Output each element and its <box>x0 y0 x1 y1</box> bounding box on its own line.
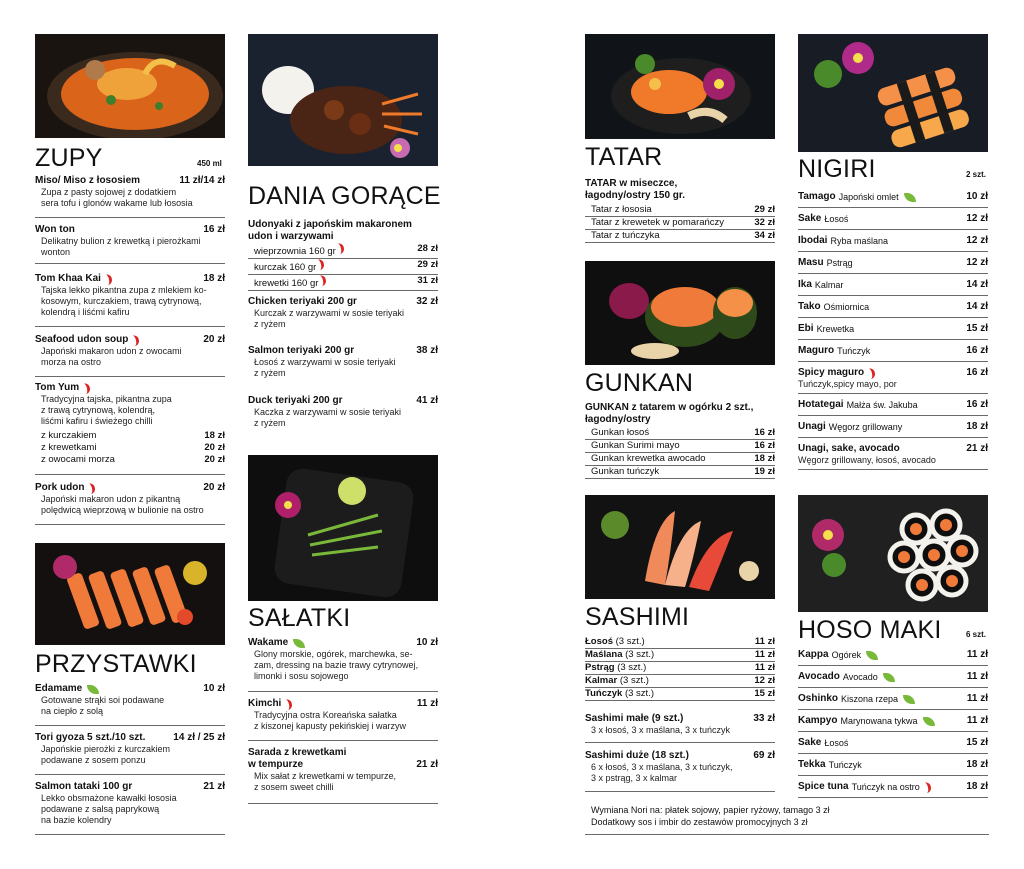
item-name: Edamame <box>35 683 83 694</box>
item-name: Won ton <box>35 224 75 235</box>
variant-name: Gunkan krewetka awocado <box>591 453 706 464</box>
menu-item-won-ton <box>35 224 225 264</box>
nigiri-list <box>798 190 988 472</box>
tatar-head <box>585 178 775 190</box>
footer-note-line: Wymiana Nori na: płatek sojowy, papier ryżowy, tamago 3 zł <box>591 805 830 815</box>
section-title-przystawki: PRZYSTAWKI <box>35 650 197 678</box>
menu-item-nigiri <box>798 344 988 362</box>
leaf-icon <box>87 685 99 694</box>
variant-row <box>35 430 225 442</box>
item-translation: Ośmiornica <box>823 302 870 312</box>
item-price: 16 zł <box>966 367 988 378</box>
variant-price: 29 zł <box>754 204 775 215</box>
variant-price: 19 zł <box>754 466 775 477</box>
item-name: Sake <box>798 213 822 224</box>
menu-item-nigiri <box>798 442 988 470</box>
item-desc: Japoński makaron udon z pikantną <box>41 494 181 504</box>
item-price: 11 zł <box>966 649 988 660</box>
footer-note-line: Dodatkowy sos i imbir do zestawów promocyjnych 3 zł <box>591 817 808 827</box>
item-price: 10 zł <box>416 637 438 648</box>
variant-name: wieprzownia 160 gr <box>254 246 336 257</box>
item-price: 11 zł <box>754 636 775 647</box>
item-price: 14 zł / 25 zł <box>173 732 225 743</box>
item-desc: Delikatny bulion z krewetką i pierożkami <box>41 236 201 246</box>
item-name: Łosoś <box>585 636 613 647</box>
item-name: Hotategai <box>798 399 844 410</box>
item-price: 16 zł <box>203 224 225 235</box>
item-translation: Kiszona rzepa <box>841 694 899 704</box>
item-price: 11 zł/14 zł <box>179 175 225 186</box>
item-price: 21 zł <box>966 443 988 454</box>
item-price: 21 zł <box>203 781 225 792</box>
item-name: Maślana <box>585 649 623 660</box>
item-name: Spice tuna <box>798 781 849 792</box>
leaf-icon <box>903 695 915 704</box>
item-desc: morza na ostro <box>41 357 102 367</box>
variant-row <box>585 217 775 230</box>
item-price: 69 zł <box>753 750 775 761</box>
item-desc: kolendrą i liśćmi kafiru <box>41 307 130 317</box>
variant-row <box>585 204 775 217</box>
section-title-gunkan: GUNKAN <box>585 369 694 397</box>
item-name: GUNKAN z tatarem w ogórku 2 szt., <box>585 402 754 413</box>
menu-item-nigiri <box>798 190 988 208</box>
hoso-pieces-note: 6 szt. <box>966 630 987 639</box>
menu-item-nigiri <box>798 322 988 340</box>
sashimi-row <box>585 688 775 701</box>
variant-name: z owocami morza <box>41 454 115 465</box>
variant-price: 16 zł <box>754 440 775 451</box>
item-name-line2: udon i warzywami <box>248 231 334 242</box>
item-name: Kalmar <box>585 675 618 686</box>
item-price: 15 zł <box>966 737 988 748</box>
menu-item-kimchi <box>248 698 438 741</box>
menu-item-wakame <box>248 637 438 692</box>
item-desc: liśćmi kafiru i świeżego chilli <box>41 416 153 426</box>
variant-name: Tatar z krewetek w pomarańczy <box>591 217 725 228</box>
leaf-icon <box>866 651 878 660</box>
item-price: 10 zł <box>966 191 988 202</box>
menu-item-nigiri <box>798 420 988 438</box>
item-price: 12 zł <box>754 675 775 686</box>
item-desc: wonton <box>41 247 71 257</box>
menu-item-seafood-udon <box>35 334 225 377</box>
hoso-list <box>798 648 988 796</box>
menu-item-pork-udon <box>35 482 225 525</box>
chili-icon <box>336 242 345 254</box>
item-name: TATAR w miseczce, <box>585 178 678 189</box>
item-name: Salmon tataki 100 gr <box>35 781 133 792</box>
item-translation: Łosoś <box>824 738 849 748</box>
variant-name: Gunkan Surimi mayo <box>591 440 680 451</box>
item-name: Ibodai <box>798 235 828 246</box>
photo-hoso-maki <box>798 495 988 612</box>
item-price: 11 zł <box>416 698 438 709</box>
item-desc: na bazie kolendry <box>41 815 112 825</box>
item-name: Maguro <box>798 345 835 356</box>
section-title-zupy: ZUPY <box>35 144 103 172</box>
item-name: Oshinko <box>798 693 839 704</box>
chili-icon <box>104 273 113 285</box>
item-desc: Kurczak z warzywami w sosie teriyaki <box>254 308 405 318</box>
menu-item-sarada <box>248 747 438 804</box>
item-price: 16 zł <box>966 399 988 410</box>
item-desc: Tajska lekko pikantna zupa z mlekiem ko- <box>41 285 207 295</box>
menu-item-sashimi-male <box>585 713 775 743</box>
chili-icon <box>867 367 876 379</box>
item-desc: Tradycyjna ostra Koreańska sałatka <box>254 710 397 720</box>
variant-row <box>248 259 438 275</box>
tatar-head-line2 <box>585 190 775 202</box>
menu-item-chicken-teriyaki <box>248 296 438 336</box>
photo-salmon-tataki <box>35 543 225 645</box>
menu-item-hoso <box>798 780 988 798</box>
zupy-volume-note: 450 ml <box>197 159 222 168</box>
item-desc: 3 x łosoś, 3 x maślana, 3 x tuńczyk <box>591 725 731 735</box>
item-name: Pork udon <box>35 482 85 493</box>
item-name-line2: łagodny/ostry <box>585 414 651 425</box>
item-translation: Tuńczyk <box>837 346 871 356</box>
section-title-tatar: TATAR <box>585 143 663 171</box>
item-name: Pstrąg <box>585 662 615 673</box>
item-name: Tom Yum <box>35 382 80 393</box>
variant-price: 18 zł <box>204 430 225 441</box>
item-price: 12 zł <box>966 257 988 268</box>
item-desc: limonki i sosu sojowego <box>254 671 349 681</box>
item-name: Seafood udon soup <box>35 334 129 345</box>
item-price: 14 zł <box>966 301 988 312</box>
photo-hot-dish <box>248 34 438 166</box>
sashimi-row <box>585 675 775 688</box>
item-translation: Ryba maślana <box>830 236 888 246</box>
item-desc: sera tofu i glonów wakame lub łososia <box>41 198 193 208</box>
menu-item-salmon-teriyaki <box>248 345 438 385</box>
nigiri-pieces-note: 2 szt. <box>966 170 987 179</box>
menu-item-hoso <box>798 736 988 754</box>
item-price: 11 zł <box>966 671 988 682</box>
item-price: 11 zł <box>966 715 988 726</box>
section-title-salatki: SAŁATKI <box>248 604 351 632</box>
item-price: 32 zł <box>416 296 438 307</box>
item-name: Kampyo <box>798 715 838 726</box>
item-desc: Lekko obsmażone kawałki łososia <box>41 793 177 803</box>
variant-price: 34 zł <box>754 230 775 241</box>
item-desc: z ryżem <box>254 368 286 378</box>
item-desc: Kaczka z warzywami w sosie teriyaki <box>254 407 402 417</box>
sashimi-row <box>585 649 775 662</box>
item-price: 14 zł <box>966 279 988 290</box>
menu-item-hoso <box>798 692 988 710</box>
item-desc: z ryżem <box>254 418 286 428</box>
item-translation: Węgorz grillowany <box>828 422 903 432</box>
item-name: Udonyaki z japońskim makaronem <box>248 219 412 230</box>
item-price: 18 zł <box>966 421 988 432</box>
menu-item-hoso <box>798 714 988 732</box>
variant-name: z krewetkami <box>41 442 97 453</box>
chili-icon <box>87 482 96 494</box>
photo-nigiri <box>798 34 988 152</box>
photo-salad <box>248 455 438 601</box>
item-name: Tuńczyk <box>585 688 623 699</box>
variant-price: 20 zł <box>204 442 225 453</box>
item-name: Tom Khaa Kai <box>35 273 101 284</box>
item-desc: z kiszonej kapusty pekińskiej i warzyw <box>254 721 407 731</box>
item-price: 21 zł <box>416 759 438 770</box>
photo-sashimi <box>585 495 775 599</box>
variant-row <box>248 275 438 291</box>
item-translation: Łosoś <box>824 214 849 224</box>
leaf-icon <box>293 639 305 648</box>
item-price: 41 zł <box>416 395 438 406</box>
item-translation: Kalmar <box>814 280 844 290</box>
item-qty: (3 szt.) <box>617 662 647 673</box>
item-price: 15 zł <box>754 688 775 699</box>
item-translation: Tuńczyk <box>828 760 862 770</box>
item-name: Miso/ Miso z łososiem <box>35 175 141 186</box>
section-title-nigiri: NIGIRI <box>798 155 876 183</box>
item-desc: podawane z salsą paprykową <box>41 804 160 814</box>
menu-item-salmon-tataki <box>35 781 225 835</box>
footer-rule <box>585 834 989 835</box>
item-desc: z trawą cytrynową, kolendrą, <box>41 405 156 415</box>
gunkan-block <box>585 402 775 480</box>
variant-name: kurczak 160 gr <box>254 262 317 273</box>
item-name: Sashimi małe (9 szt.) <box>585 713 684 724</box>
item-price: 18 zł <box>966 759 988 770</box>
menu-item-nigiri <box>798 398 988 416</box>
item-name: Sashimi duże (18 szt.) <box>585 750 689 761</box>
variant-price: 16 zł <box>754 427 775 438</box>
menu-item-tom-khaa-kai <box>35 273 225 327</box>
item-price: 15 zł <box>966 323 988 334</box>
item-name-line2: w tempurze <box>248 759 304 770</box>
menu-item-duck-teriyaki <box>248 395 438 435</box>
item-name: Spicy maguro <box>798 367 865 378</box>
chili-icon <box>923 781 932 793</box>
item-translation: Ogórek <box>831 650 862 660</box>
item-translation: Krewetka <box>816 324 855 334</box>
variant-price: 18 zł <box>754 453 775 464</box>
variant-price: 20 zł <box>204 454 225 465</box>
menu-item-sashimi-duze <box>585 750 775 792</box>
variant-name: Tatar z łososia <box>591 204 652 215</box>
item-name: Ebi <box>798 323 814 334</box>
item-desc: Japoński makaron udon z owocami <box>41 346 182 356</box>
item-name: Kimchi <box>248 698 282 709</box>
zupy-list <box>35 175 225 525</box>
item-desc: kosowym, kurczakiem, trawą cytrynową, <box>41 296 202 306</box>
item-name: Avocado <box>798 671 840 682</box>
leaf-icon <box>904 193 916 202</box>
chili-icon <box>316 258 325 270</box>
variant-price: 28 zł <box>417 243 438 254</box>
variant-row <box>585 427 775 440</box>
item-desc: podawane z sosem ponzu <box>41 755 146 765</box>
sashimi-row <box>585 662 775 675</box>
item-name: Wakame <box>248 637 289 648</box>
item-price: 12 zł <box>966 213 988 224</box>
gunkan-head <box>585 402 775 414</box>
item-name-line2: łagodny/ostry 150 gr. <box>585 190 686 201</box>
item-translation: Marynowana tykwa <box>840 716 918 726</box>
leaf-icon <box>883 673 895 682</box>
item-price: 18 zł <box>966 781 988 792</box>
menu-item-hoso <box>798 758 988 776</box>
variant-price: 32 zł <box>754 217 775 228</box>
item-desc: Japońskie pierożki z kurczakiem <box>41 744 171 754</box>
variant-name: Gunkan łosoś <box>591 427 650 438</box>
item-price: 33 zł <box>753 713 775 724</box>
item-desc: 6 x łosoś, 3 x maślana, 3 x tuńczyk, <box>591 762 733 772</box>
menu-item-nigiri <box>798 278 988 296</box>
item-translation: Małża św. Jakuba <box>846 400 918 410</box>
photo-tatar <box>585 34 775 139</box>
item-desc: z ryżem <box>254 319 286 329</box>
item-name: Ika <box>798 279 812 290</box>
leaf-icon <box>923 717 935 726</box>
item-qty: (3 szt.) <box>619 675 649 686</box>
dania-list <box>248 219 438 436</box>
item-qty: (3 szt.) <box>624 688 654 699</box>
menu-item-nigiri <box>798 234 988 252</box>
variant-name: krewetki 160 gr <box>254 278 319 289</box>
item-name: Salmon teriyaki 200 gr <box>248 345 355 356</box>
item-price: 11 zł <box>966 693 988 704</box>
item-translation: Pstrąg <box>826 258 853 268</box>
gunkan-head-line2 <box>585 414 775 426</box>
item-desc: Łosoś z warzywami w sosie teriyaki <box>254 357 396 367</box>
chili-icon <box>131 334 140 346</box>
item-desc: Mix sałat z krewetkami w tempurze, <box>254 771 397 781</box>
item-name: Tako <box>798 301 821 312</box>
item-name: Kappa <box>798 649 829 660</box>
item-name: Tekka <box>798 759 826 770</box>
variant-row <box>35 454 225 466</box>
variant-name: Gunkan tuńczyk <box>591 466 660 477</box>
variant-row <box>35 442 225 454</box>
item-desc: 3 x pstrąg, 3 x kalmar <box>591 773 678 783</box>
item-name: Unagi <box>798 421 826 432</box>
item-price: 18 zł <box>203 273 225 284</box>
item-desc: Tuńczyk,spicy mayo, por <box>798 379 897 389</box>
item-translation: Japoński omlet <box>838 192 899 202</box>
menu-item-nigiri <box>798 300 988 318</box>
item-qty: (3 szt.) <box>625 649 655 660</box>
menu-item-nigiri <box>798 366 988 394</box>
item-name: Sake <box>798 737 822 748</box>
variant-row <box>585 453 775 466</box>
menu-item-nigiri <box>798 256 988 274</box>
item-name: Tamago <box>798 191 836 202</box>
item-name: Sarada z krewetkami <box>248 747 347 758</box>
variant-price: 31 zł <box>417 275 438 286</box>
menu-item-udonyaki <box>248 219 438 289</box>
menu-item-miso <box>35 175 225 218</box>
variant-row <box>248 243 438 259</box>
item-price: 20 zł <box>203 482 225 493</box>
variant-name: Tatar z tuńczyka <box>591 230 660 241</box>
item-price: 38 zł <box>416 345 438 356</box>
item-desc: Tradycyjna tajska, pikantna zupa <box>41 394 172 404</box>
tatar-block <box>585 178 775 244</box>
footer-note <box>591 804 991 828</box>
menu-item-hoso <box>798 670 988 688</box>
sashimi-row <box>585 636 775 649</box>
item-name: Chicken teriyaki 200 gr <box>248 296 357 307</box>
item-qty: (3 szt.) <box>615 636 645 647</box>
item-desc: na ciepło z solą <box>41 706 104 716</box>
item-desc: Węgorz grillowany, łosoś, avocado <box>798 455 936 465</box>
item-price: 11 zł <box>754 649 775 660</box>
chili-icon <box>284 698 293 710</box>
variant-row <box>585 466 775 479</box>
item-price: 16 zł <box>966 345 988 356</box>
item-price: 20 zł <box>203 334 225 345</box>
variant-row <box>585 230 775 243</box>
menu-item-hoso <box>798 648 988 666</box>
salatki-list <box>248 637 438 805</box>
item-price: 11 zł <box>754 662 775 673</box>
item-name: Duck teriyaki 200 gr <box>248 395 343 406</box>
item-desc: polędwicą wieprzową w bulionie na ostro <box>41 505 204 515</box>
menu-item-tom-yum <box>35 382 225 475</box>
item-desc: Gotowane strąki soi podawane <box>41 695 165 705</box>
item-price: 12 zł <box>966 235 988 246</box>
section-title-sashimi: SASHIMI <box>585 603 690 631</box>
variant-row <box>585 440 775 453</box>
photo-gunkan <box>585 261 775 365</box>
item-desc: z sosem sweet chilli <box>254 782 334 792</box>
variant-name: z kurczakiem <box>41 430 97 441</box>
item-name: Unagi, sake, avocado <box>798 443 900 454</box>
variant-price: 29 zł <box>417 259 438 270</box>
section-title-dania-gorace: DANIA GORĄCE <box>248 182 441 210</box>
menu-item-edamame <box>35 683 225 726</box>
item-desc: Zupa z pasty sojowej z dodatkiem <box>41 187 177 197</box>
item-translation: Avocado <box>842 672 878 682</box>
item-name: Tori gyoza 5 szt./10 szt. <box>35 732 146 743</box>
przystawki-list <box>35 683 225 835</box>
section-title-hoso-maki: HOSO MAKI <box>798 616 942 644</box>
item-desc: zam, dressing na bazie trawy cytrynowej, <box>254 660 419 670</box>
chili-icon <box>318 274 327 286</box>
item-price: 10 zł <box>203 683 225 694</box>
photo-soup <box>35 34 225 138</box>
chili-icon <box>82 382 91 394</box>
item-translation: Tuńczyk na ostro <box>851 782 920 792</box>
item-desc: Glony morskie, ogórek, marchewka, se- <box>254 649 413 659</box>
menu-item-tori-gyoza <box>35 732 225 775</box>
item-name: Masu <box>798 257 824 268</box>
menu-item-nigiri <box>798 212 988 230</box>
